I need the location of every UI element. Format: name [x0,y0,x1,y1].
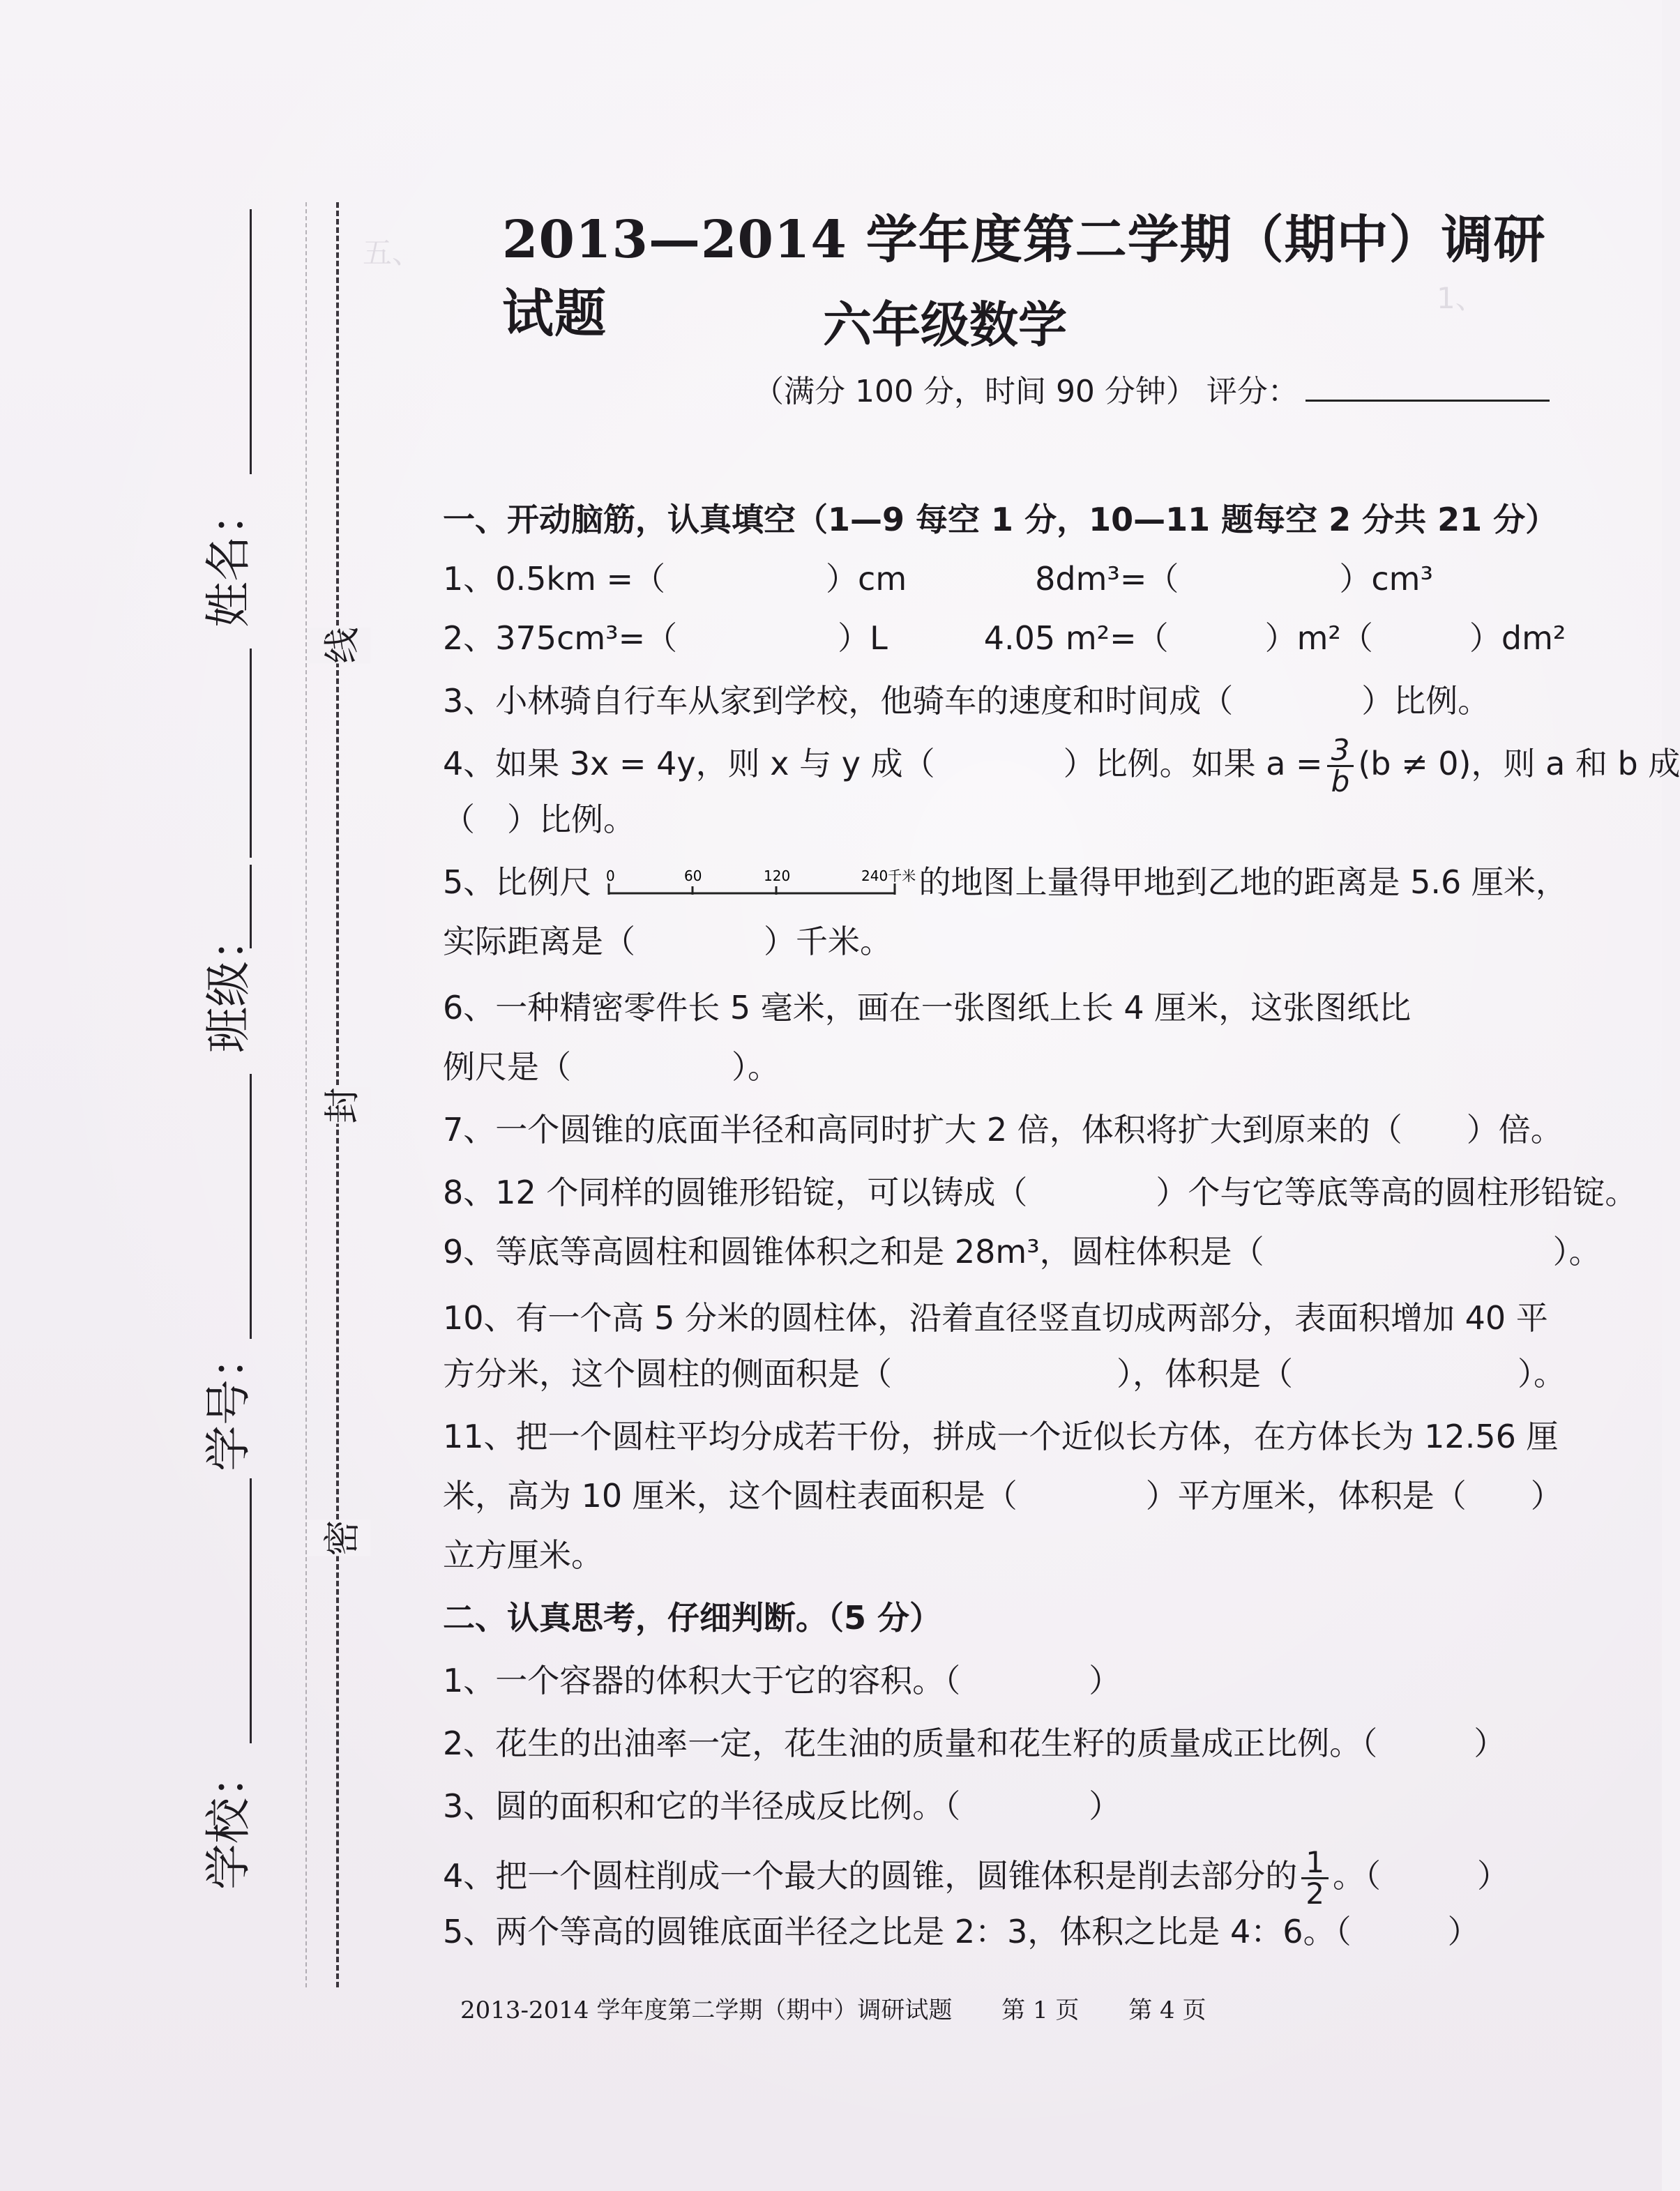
s1-q10-cont: 方分米，这个圆柱的侧面积是（ ），体积是（ ）。 [443,1355,1566,1393]
s1-q10: 10、有一个高 5 分米的圆柱体，沿着直径竖直切成两部分，表面积增加 40 平 [443,1299,1548,1337]
s1-q5 [443,861,1628,906]
section1-heading: 一、开动脑筋，认真填空（1—9 每空 1 分，10—11 题每空 2 分共 21 分） [443,501,1558,538]
s1-q4-part-b: (b ≠ 0)，则 a 和 b 成 [1358,745,1680,782]
s1-q5-part-b: 的地图上量得甲地到乙地的距离是 5.6 厘米， [918,863,1568,901]
s2-q5: 5、两个等高的圆锥底面半径之比是 2：3，体积之比是 4：6。（ ） [443,1913,1480,1950]
scale-tick-120: 120 [763,867,791,884]
s1-q4-fraction [1327,733,1354,798]
section2-heading: 二、认真思考，仔细判断。（5 分） [443,1599,942,1637]
exam-info [753,366,1590,411]
scale-bar [602,864,916,906]
s2-q4-numerator: 1 [1301,1848,1329,1879]
exam-info-text: （满分 100 分，时间 90 分钟） 评分： [753,374,1299,409]
s1-q5-cont: 实际距离是（ ）千米。 [443,923,892,960]
s1-q11-cont: 米，高为 10 厘米，这个圆柱表面积是（ ）平方厘米，体积是（ ） [443,1477,1563,1515]
class-label: 班级： [202,915,255,1053]
class-underline-lower [250,1074,252,1339]
binding-strip [0,0,391,2191]
s1-q9: 9、等底等高圆柱和圆锥体积之和是 28m³，圆柱体积是（ ）。 [443,1233,1601,1271]
s1-q4-denominator: b [1331,764,1350,798]
name-underline-lower [250,649,252,858]
s1-q4-numerator: 3 [1327,736,1354,767]
s1-q11: 11、把一个圆柱平均分成若干份，拼成一个近似长方体，在方体长为 12.56 厘 [443,1418,1559,1455]
s1-q11-cont2: 立方厘米。 [443,1536,603,1574]
s1-q6-cont: 例尺是（ ）。 [443,1048,780,1086]
bleed-through-text: 1、 [1437,281,1485,315]
s1-q6: 6、一种精密零件长 5 毫米，画在一张图纸上长 4 厘米，这张图纸比 [443,989,1412,1026]
exam-title: 2013—2014 学年度第二学期（期中）调研试题 [502,210,1546,344]
page-footer [460,1991,1297,2025]
bleed-through-text: 五、 [363,236,422,270]
number-label: 学号： [202,1333,255,1471]
s1-q4 [443,733,1680,798]
s2-q4 [443,1845,1628,1911]
name-label: 姓名： [202,490,255,628]
s1-q4-part-a: 4、如果 3x = 4y，则 x 与 y 成（ ）比例。如果 a = [443,745,1323,782]
number-underline [250,1478,252,1743]
footer-title: 2013-2014 学年度第二学期（期中）调研试题 [460,1996,953,2024]
s2-q4-denominator: 2 [1306,1877,1325,1911]
scale-tick-0: 0 [605,867,615,884]
s1-q7: 7、一个圆锥的底面半径和高同时扩大 2 倍，体积将扩大到原来的（ ）倍。 [443,1111,1563,1148]
s1-q4-cont: （ ）比例。 [443,801,635,838]
s2-q4-part-a: 4、把一个圆柱削成一个最大的圆锥，圆锥体积是削去部分的 [443,1857,1298,1895]
scale-bar-graphic [602,864,916,906]
scale-tick-240: 240千米 [861,867,916,884]
seal-seal-char: 封 [308,1087,371,1123]
footer-page: 第 1 页 [1001,1996,1080,2024]
s1-q8: 8、12 个同样的圆锥形铅锭，可以铸成（ ）个与它等底等高的圆柱形铅锭。 [443,1174,1637,1211]
name-underline [250,209,252,474]
s2-q4-part-b: 。（ ） [1333,1857,1510,1895]
s1-q3: 3、小林骑自行车从家到学校，他骑车的速度和时间成（ ）比例。 [443,682,1490,720]
s2-q2: 2、花生的出油率一定，花生油的质量和花生籽的质量成正比例。（ ） [443,1724,1506,1762]
exam-subject: 六年级数学 [823,296,1067,354]
s2-q1: 1、一个容器的体积大于它的容积。（ ） [443,1662,1121,1699]
score-blank[interactable] [1306,386,1550,402]
seal-secret-char: 密 [308,1519,371,1556]
scale-tick-60: 60 [683,867,702,884]
s1-q5-part-a: 5、比例尺 [443,863,592,901]
s2-q3: 3、圆的面积和它的半径成反比例。（ ） [443,1787,1121,1825]
s1-q1: 1、0.5km =（ ）cm 8dm³=（ ）cm³ [443,560,1433,598]
school-label: 学校： [202,1752,255,1890]
footer-total: 第 4 页 [1128,1996,1206,2024]
s2-q4-fraction [1301,1845,1329,1911]
s1-q2: 2、375cm³=（ ）L 4.05 m²=（ ）m²（ ）dm² [443,619,1566,657]
seal-line-char: 线 [308,627,371,663]
